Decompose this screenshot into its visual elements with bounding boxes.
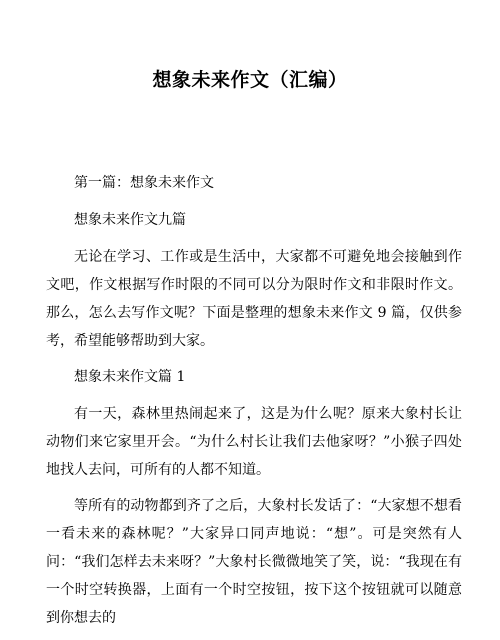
body-paragraph: 等所有的动物都到齐了之后，大象村长发话了：“大家想不想看一看未来的森林呢？”大家异口同声地说：“想”。可是突然有人问：“我们怎样去未来呀？”大象村长微微地笑了笑，说：“我现在有一个时空转换器，上面有一个时空按钮，按下这个按钮就可以随意到你想去的 — [46, 498, 462, 626]
section-heading: 第一篇：想象未来作文 — [74, 175, 214, 191]
article-subtitle: 想象未来作文九篇 — [74, 212, 186, 228]
intro-paragraph: 无论在学习、工作或是生活中，大家都不可避免地会接触到作文吧，作文根据写作时限的不同可以分为限时作文和非限时作文。那么，怎么去写作文呢？下面是整理的想象未来作文 9 篇，仅供参考，希望能够帮助到大家。 — [46, 249, 462, 349]
essay-heading: 想象未来作文篇 1 — [74, 369, 186, 385]
document-title: 想象未来作文（汇编） — [152, 69, 348, 91]
document-body — [46, 169, 462, 640]
body-paragraph: 有一天，森林里热闹起来了，这是为什么呢？原来大象村长让动物们来它家里开会。“为什么村长让我们去他家呀？”小猴子四处地找人去问，可所有的人都不知道。 — [46, 406, 462, 478]
